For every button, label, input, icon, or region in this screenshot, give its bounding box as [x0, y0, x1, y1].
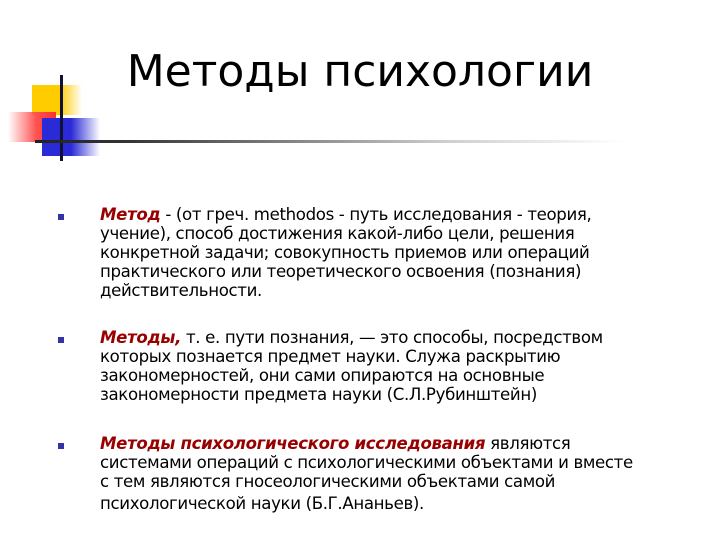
text-line: Метод - (от греч. methodos - путь исследования - теория, — [100, 205, 592, 224]
keyword-term: Методы, — [100, 328, 182, 347]
text-line: психологической науки (Б.Г.Ананьев). — [100, 494, 424, 513]
square-bullet-icon — [58, 337, 64, 343]
text-line: практического или теоретического освоения (познания) — [100, 262, 582, 281]
text-line: конкретной задачи; совокупность приемов или операций — [100, 243, 590, 262]
slide-title — [0, 46, 720, 97]
text-line: Методы психологического исследования являются — [100, 434, 571, 453]
keyword-term: Методы психологического исследования — [100, 434, 486, 453]
title-underline-divider — [35, 140, 625, 143]
text-line: которых познается предмет науки. Служа раскрытию — [100, 347, 561, 366]
square-bullet-icon — [58, 443, 64, 449]
text-line: с тем являются гносеологическими объектами самой — [100, 472, 556, 491]
square-bullet-icon — [58, 214, 64, 220]
text-line: системами операций с психологическими объектами и вместе — [100, 453, 633, 472]
slide-title-text: Методы психологии — [126, 46, 594, 97]
text-line: действительности. — [100, 281, 262, 300]
text-line: Методы, т. е. пути познания, — это способы, посредством — [100, 328, 603, 347]
text-line: закономерностей, они сами опираются на основные — [100, 366, 545, 385]
text-line: учение), способ достижения какой-либо цели, решения — [100, 224, 575, 243]
logo-blue-square — [42, 118, 100, 156]
keyword-term: Метод — [100, 205, 161, 224]
text-line: закономерности предмета науки (С.Л.Рубинштейн) — [100, 385, 537, 404]
